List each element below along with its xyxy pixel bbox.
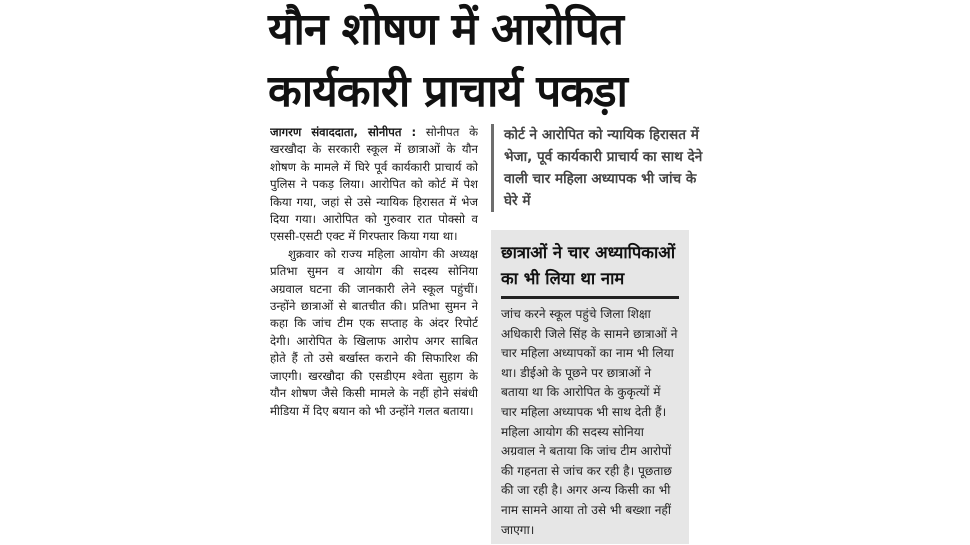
headline-line-2: कार्यकारी प्राचार्य पकड़ा xyxy=(268,66,627,117)
sidebar-box-body: जांच करने स्कूल पहुंचे जिला शिक्षा अधिकारी जिले सिंह के सामने छात्राओं ने चार महिला अध्यापकों का नाम भी लिया था। डीईओ के पूछने पर छात्राओं ने बताया था कि आरोपित के कुकृत्यों में चार महिला अध्यापक भी साथ देती हैं। महिला आयोग की सदस्य सोनिया अग्रवाल ने बताया कि जांच टीम आरोपों की गहनता से जांच कर रही है। पूछताछ की जा रही है। अगर अन्य किसी का भी नाम सामने आया तो उसे भी बख्शा नहीं जाएगा। xyxy=(501,307,678,537)
paragraph-1-text: सोनीपत के खरखौदा के सरकारी स्कूल में छात्राओं के यौन शोषण के मामले में घिरे पूर्व कार्यकारी प्राचार्य को पुलिस ने पकड़ लिया। आरोपित को कोर्ट में पेश किया गया, जहां से उसे न्यायिक हिरासत में भेज दिया गया। आरोपित को गुरुवार रात पोक्सो व एससी-एसटी एक्ट में गिरफ्तार किया गया था। xyxy=(270,125,478,244)
sidebar-box-divider xyxy=(501,296,679,299)
article-body xyxy=(270,124,478,542)
kicker-subheadline: कोर्ट ने आरोपित को न्यायिक हिरासत में भेजा, पूर्व कार्यकारी प्राचार्य का साथ देने वाली चार महिला अध्यापक भी जांच के घेरे में xyxy=(491,124,704,212)
article-paragraph-2: शुक्रवार को राज्य महिला आयोग की अध्यक्ष प्रतिभा सुमन व आयोग की सदस्य सोनिया अग्रवाल घटना की जानकारी लेने स्कूल पहुंचीं। उन्होंने छात्राओं से बातचीत की। प्रतिभा सुमन ने कहा कि जांच टीम एक सप्ताह के अंदर रिपोर्ट देगी। आरोपित के खिलाफ आरोप अगर साबित होते हैं तो उसे बर्खास्त कराने की सिफारिश की जाएगी। खरखौदा की एसडीएम श्वेता सुहाग के यौन शोषण जैसे किसी मामले के नहीं होने संबंधी मीडिया में दिए बयान को भी उन्होंने गलत बताया। xyxy=(270,246,478,418)
headline-line-1: यौन शोषण में आरोपित xyxy=(268,4,623,55)
sidebar-box xyxy=(491,230,689,544)
byline: जागरण संवाददाता, सोनीपत : xyxy=(270,125,417,139)
article-paragraph-1 xyxy=(270,124,478,246)
sidebar-box-title: छात्राओं ने चार अध्यापिकाओं का भी लिया था नाम xyxy=(501,243,676,288)
